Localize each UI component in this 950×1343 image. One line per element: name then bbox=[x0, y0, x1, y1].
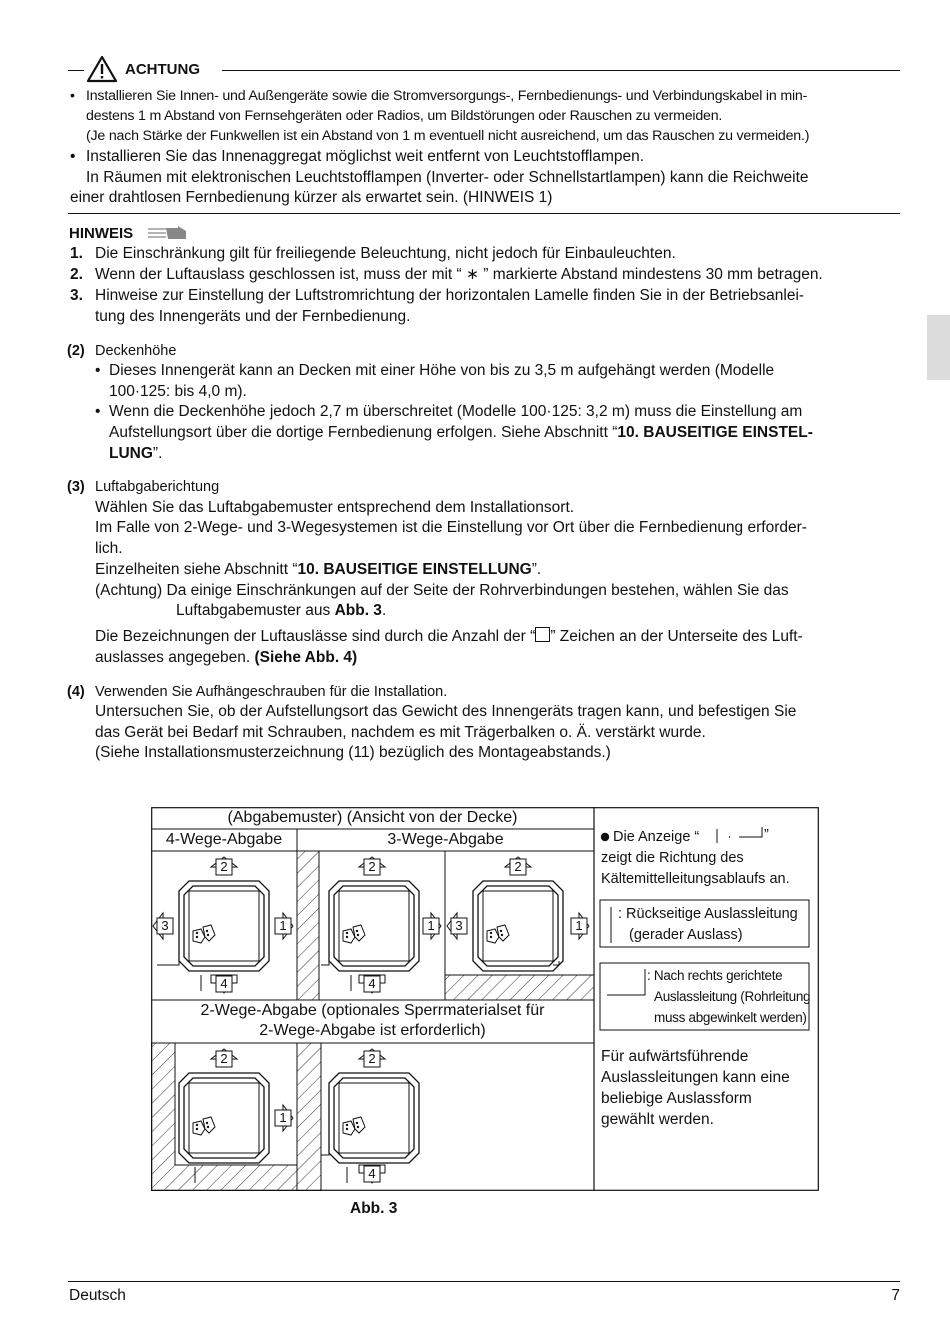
figure-header: (Abgabemuster) (Ansicht von der Decke) bbox=[227, 809, 518, 826]
outlet-label: 2 bbox=[220, 859, 228, 874]
section-text: Untersuchen Sie, ob der Aufstellungsort das Gewicht des Innengeräts tragen kann, und befestigen Sie bbox=[95, 703, 797, 720]
caution-text: Installieren Sie das Innenaggregat möglichst weit entfernt von Leuchtstofflampen. bbox=[86, 148, 645, 165]
outlet-label: 2 bbox=[514, 859, 522, 874]
section-number: (4) bbox=[67, 684, 85, 700]
section-text: LUNG”. bbox=[109, 445, 163, 462]
outlet-label: 1 bbox=[279, 1110, 287, 1125]
section-text: auslasses angegeben. (Siehe Abb. 4) bbox=[95, 649, 358, 666]
outlet-label: 4 bbox=[368, 976, 376, 991]
legend-text: Die Anzeige “ bbox=[613, 829, 700, 845]
figure-caption: Abb. 3 bbox=[350, 1200, 398, 1217]
caution-text: Installieren Sie Innen- und Außengeräte sowie die Stromversorgungs-, Fernbedienungs- und Verbindungskabel in min- bbox=[86, 88, 808, 104]
upward-note: Für aufwärtsführende bbox=[601, 1048, 749, 1065]
warning-triangle-icon bbox=[86, 55, 118, 83]
note-text: Die Einschränkung gilt für freiliegende Beleuchtung, nicht jedoch für Einbauleuchten. bbox=[95, 245, 676, 262]
caution-rule-left bbox=[68, 70, 84, 71]
bullet: • bbox=[95, 362, 101, 379]
section-text: 100·125: bis 4,0 m). bbox=[109, 383, 247, 400]
note-number: 1. bbox=[70, 245, 83, 262]
section-text: Luftabgabemuster aus Abb. 3. bbox=[176, 602, 387, 619]
outlet-label: 4 bbox=[220, 976, 228, 991]
section-text: Die Bezeichnungen der Luftauslässe sind durch die Anzahl der “ ” Zeichen an der Unterseite des Luft- bbox=[95, 628, 803, 645]
section-heading: Deckenhöhe bbox=[95, 343, 177, 359]
legend-text: zeigt die Richtung des bbox=[601, 850, 744, 866]
section-text: Im Falle von 2-Wege- und 3-Wegesystemen ist die Einstellung vor Ort über die Fernbedienung erforder- bbox=[95, 519, 807, 536]
upward-note: beliebige Auslassform bbox=[601, 1090, 752, 1107]
legend-rear-outlet: (gerader Auslass) bbox=[629, 927, 743, 943]
section-text: das Gerät bei Bedarf mit Schrauben, nachdem es mit Trägerbalken o. Ä. verstärkt wurde. bbox=[95, 724, 706, 741]
legend-right-outlet: muss abgewinkelt werden) bbox=[654, 1010, 807, 1025]
section-number: (2) bbox=[67, 343, 85, 359]
caution-text: destens 1 m Abstand von Fernsehgeräten oder Radios, um Bildstörungen oder Rauschen zu vermeiden. bbox=[86, 108, 723, 124]
outlet-label: 1 bbox=[279, 918, 287, 933]
note-text: Wenn der Luftauslass geschlossen ist, muss der mit “ ∗ ” markierte Abstand mindestens 30 mm betragen. bbox=[95, 266, 823, 283]
footer-language: Deutsch bbox=[69, 1287, 126, 1304]
section-text: Wenn die Deckenhöhe jedoch 2,7 m überschreitet (Modelle 100·125: 3,2 m) muss die Einstellung am bbox=[109, 403, 803, 420]
upward-note: gewählt werden. bbox=[601, 1111, 714, 1128]
two-way-title: 2-Wege-Abgabe ist erforderlich) bbox=[259, 1022, 486, 1039]
section-heading: Luftabgaberichtung bbox=[95, 479, 220, 495]
note-number: 3. bbox=[70, 287, 83, 304]
section-text: lich. bbox=[95, 540, 123, 557]
chapter-tab bbox=[927, 315, 950, 380]
bullet: • bbox=[70, 88, 75, 104]
outlet-marker-icon bbox=[535, 627, 550, 642]
column-3way: 3-Wege-Abgabe bbox=[387, 831, 504, 848]
upward-note: Auslassleitungen kann eine bbox=[601, 1069, 790, 1086]
legend-rear-outlet: : Rückseitige Auslassleitung bbox=[618, 906, 798, 922]
outlet-label: 1 bbox=[575, 918, 583, 933]
legend-right-outlet: Auslassleitung (Rohrleitung bbox=[654, 989, 811, 1004]
outlet-label: 3 bbox=[161, 918, 169, 933]
section-text: (Achtung) Da einige Einschränkungen auf der Seite der Rohrverbindungen bestehen, wählen Sie das bbox=[95, 582, 789, 599]
caution-text: (Je nach Stärke der Funkwellen ist ein Abstand von 1 m eventuell nicht ausreichend, um das Rauschen zu vermeiden.) bbox=[86, 128, 810, 144]
two-way-title: 2-Wege-Abgabe (optionales Sperrmaterialset für bbox=[200, 1002, 545, 1019]
outlet-label: 1 bbox=[427, 918, 435, 933]
note-text: tung des Innengeräts und der Fernbedienung. bbox=[95, 308, 411, 325]
outlet-label: 4 bbox=[368, 1166, 376, 1181]
bullet: • bbox=[95, 403, 101, 420]
pointing-hand-icon bbox=[148, 225, 190, 241]
legend-text: ” bbox=[764, 827, 769, 843]
section-text: Wählen Sie das Luftabgabemuster entsprechend dem Installationsort. bbox=[95, 499, 575, 516]
bullet: • bbox=[70, 148, 76, 165]
section-text: Aufstellungsort über die dortige Fernbedienung erfolgen. Siehe Abschnitt “10. BAUSEITIGE EINSTEL- bbox=[109, 424, 813, 441]
discharge-pattern-figure bbox=[151, 807, 819, 1191]
column-4way: 4-Wege-Abgabe bbox=[165, 831, 283, 848]
outlet-label: 2 bbox=[368, 859, 376, 874]
caution-text: einer drahtlosen Fernbedienung kürzer als erwartet sein. (HINWEIS 1) bbox=[70, 189, 553, 206]
page-number: 7 bbox=[891, 1287, 900, 1304]
caution-text: In Räumen mit elektronischen Leuchtstofflampen (Inverter- oder Schnellstartlampen) kann die Reichweite bbox=[86, 169, 809, 186]
section-number: (3) bbox=[67, 479, 85, 495]
footer-rule bbox=[68, 1281, 900, 1282]
section-heading: Verwenden Sie Aufhängeschrauben für die Installation. bbox=[95, 684, 448, 700]
note-text: Hinweise zur Einstellung der Luftstromrichtung der horizontalen Lamelle finden Sie in der Betriebsanlei- bbox=[95, 287, 805, 304]
legend-text: Kältemittelleitungsablaufs an. bbox=[601, 871, 790, 887]
outlet-label: 3 bbox=[455, 918, 463, 933]
section-text: Einzelheiten siehe Abschnitt “10. BAUSEITIGE EINSTELLUNG”. bbox=[95, 561, 542, 578]
note-number: 2. bbox=[70, 266, 83, 283]
caution-bottom-rule bbox=[68, 213, 900, 214]
section-text: (Siehe Installationsmusterzeichnung (11) bezüglich des Montageabstands.) bbox=[95, 744, 611, 761]
note-title: HINWEIS bbox=[69, 225, 134, 242]
outlet-label: 2 bbox=[220, 1051, 228, 1066]
section-text: Dieses Innengerät kann an Decken mit einer Höhe von bis zu 3,5 m aufgehängt werden (Modelle bbox=[109, 362, 775, 379]
legend-right-outlet: : Nach rechts gerichtete bbox=[647, 968, 783, 983]
caution-title: ACHTUNG bbox=[125, 61, 200, 78]
outlet-label: 2 bbox=[368, 1051, 376, 1066]
caution-rule-right bbox=[222, 70, 900, 71]
